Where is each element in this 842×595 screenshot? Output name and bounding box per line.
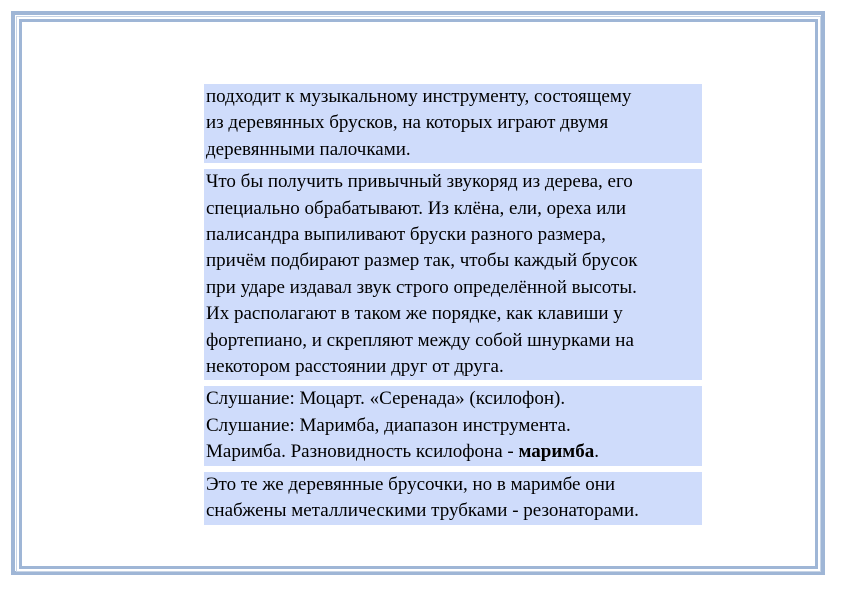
text-line: фортепиано, и скрепляют между собой шнурками на <box>206 329 634 351</box>
marimba-line-suffix: . <box>594 441 600 463</box>
paragraph-wood-processing <box>204 169 702 380</box>
text-line: Что бы получить привычный звукоряд из дерева, его <box>206 171 633 193</box>
text-line: Это те же деревянные брусочки, но в маримбе они <box>206 473 616 495</box>
text-line: специально обрабатывают. Из клёна, ели, ореха или <box>206 197 627 219</box>
text-line: снабжены металлическими трубками - резонаторами. <box>206 500 639 522</box>
text-line: Их располагают в таком же порядке, как клавиши у <box>206 303 623 325</box>
text-line: из деревянных брусков, на которых играют двумя <box>206 112 609 134</box>
text-line: палисандра выпиливают бруски разного размера, <box>206 224 606 246</box>
text-line: при ударе издавал звук строго определённой высоты. <box>206 276 637 298</box>
text-block <box>204 84 702 531</box>
text-line: Слушание: Маримба, диапазон инструмента. <box>206 414 571 436</box>
text-line: Слушание: Моцарт. «Серенада» (ксилофон). <box>206 388 566 410</box>
paragraph-intro <box>204 84 702 163</box>
marimba-line-prefix: Маримба. Разновидность ксилофона - <box>206 441 519 463</box>
text-line: подходит к музыкальному инструменту, состоящему <box>206 86 632 107</box>
paragraph-listening <box>204 386 702 465</box>
paragraph-resonators <box>204 472 702 525</box>
marimba-term: маримба <box>518 441 595 463</box>
text-line: деревянными палочками. <box>206 138 411 160</box>
text-line: причём подбирают размер так, чтобы каждый брусок <box>206 250 638 272</box>
marimba-line <box>206 439 702 465</box>
text-line: некотором расстоянии друг от друга. <box>206 356 504 378</box>
